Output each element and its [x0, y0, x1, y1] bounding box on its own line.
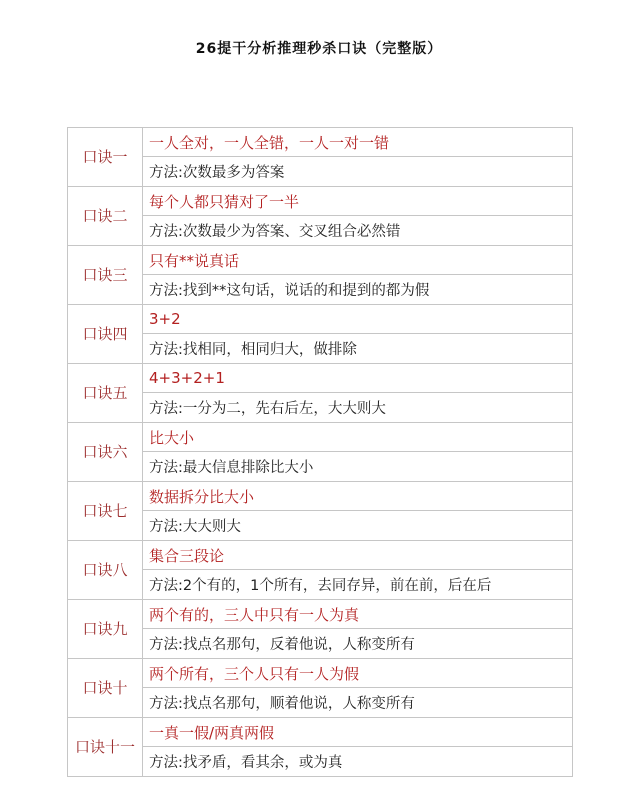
- table-row: [68, 305, 573, 334]
- mnemonic-rule: 一真一假/两真两假: [143, 718, 573, 747]
- mnemonic-table: [67, 127, 573, 777]
- table-row: [68, 659, 573, 688]
- mnemonic-rule: 每个人都只猜对了一半: [143, 187, 573, 216]
- mnemonic-method: 方法:找矛盾，看其余，或为真: [143, 747, 573, 777]
- table-row: [68, 393, 573, 423]
- mnemonic-label: [68, 659, 143, 718]
- mnemonic-label: [68, 718, 143, 777]
- table-row: [68, 541, 573, 570]
- mnemonic-label: [68, 423, 143, 482]
- table-row: [68, 334, 573, 364]
- mnemonic-rule: 只有**说真话: [143, 246, 573, 275]
- mnemonic-rule: 数据拆分比大小: [143, 482, 573, 511]
- mnemonic-method: 方法:大大则大: [143, 511, 573, 541]
- mnemonic-method: 方法:次数最少为答案、交叉组合必然错: [143, 216, 573, 246]
- mnemonic-method: 方法:2个有的，1个所有，去同存异，前在前，后在后: [143, 570, 573, 600]
- table-row: [68, 747, 573, 777]
- mnemonic-label-text: 口诀六: [82, 443, 128, 461]
- mnemonic-method: 方法:次数最多为答案: [143, 157, 573, 187]
- table-row: [68, 187, 573, 216]
- mnemonic-method: 方法:找相同，相同归大，做排除: [143, 334, 573, 364]
- mnemonic-label-text: 口诀四: [82, 325, 128, 343]
- mnemonic-label-text: 口诀五: [82, 384, 128, 402]
- mnemonic-rule: 一人全对，一人全错，一人一对一错: [143, 128, 573, 157]
- mnemonic-label: [68, 482, 143, 541]
- mnemonic-label-text: 口诀九: [82, 620, 128, 638]
- mnemonic-rule: 比大小: [143, 423, 573, 452]
- table-row: [68, 452, 573, 482]
- table-row: [68, 482, 573, 511]
- mnemonic-label: [68, 600, 143, 659]
- mnemonic-label-text: 口诀八: [82, 561, 128, 579]
- table-row: [68, 128, 573, 157]
- mnemonic-label-text: 口诀十一: [74, 738, 135, 756]
- mnemonic-rule: 集合三段论: [143, 541, 573, 570]
- mnemonic-rule: 4+3+2+1: [143, 364, 573, 393]
- table-row: [68, 570, 573, 600]
- table-row: [68, 629, 573, 659]
- mnemonic-label: [68, 128, 143, 187]
- table-row: [68, 216, 573, 246]
- mnemonic-label-text: 口诀二: [82, 207, 128, 225]
- mnemonic-method: 方法:找点名那句，反着他说，人称变所有: [143, 629, 573, 659]
- table-row: [68, 246, 573, 275]
- mnemonic-rule: 3+2: [143, 305, 573, 334]
- mnemonic-label: [68, 246, 143, 305]
- page-title: 26提干分析推理秒杀口诀（完整版）: [195, 41, 443, 57]
- mnemonic-label: [68, 305, 143, 364]
- table-row: [68, 364, 573, 393]
- mnemonic-label-text: 口诀三: [82, 266, 128, 284]
- mnemonic-method: 方法:找点名那句，顺着他说，人称变所有: [143, 688, 573, 718]
- table-row: [68, 718, 573, 747]
- mnemonic-label: [68, 541, 143, 600]
- mnemonic-label-text: 口诀十: [82, 679, 128, 697]
- table-row: [68, 511, 573, 541]
- mnemonic-label-text: 口诀七: [82, 502, 128, 520]
- mnemonic-label: [68, 187, 143, 246]
- table-row: [68, 688, 573, 718]
- table-row: [68, 275, 573, 305]
- mnemonic-label-text: 口诀一: [82, 148, 128, 166]
- mnemonic-rule: 两个所有，三个人只有一人为假: [143, 659, 573, 688]
- table-row: [68, 423, 573, 452]
- table-row: [68, 157, 573, 187]
- mnemonic-label: [68, 364, 143, 423]
- table-row: [68, 600, 573, 629]
- mnemonic-method: 方法:一分为二，先右后左，大大则大: [143, 393, 573, 423]
- mnemonic-method: 方法:找到**这句话，说话的和提到的都为假: [143, 275, 573, 305]
- mnemonic-rule: 两个有的，三人中只有一人为真: [143, 600, 573, 629]
- mnemonic-method: 方法:最大信息排除比大小: [143, 452, 573, 482]
